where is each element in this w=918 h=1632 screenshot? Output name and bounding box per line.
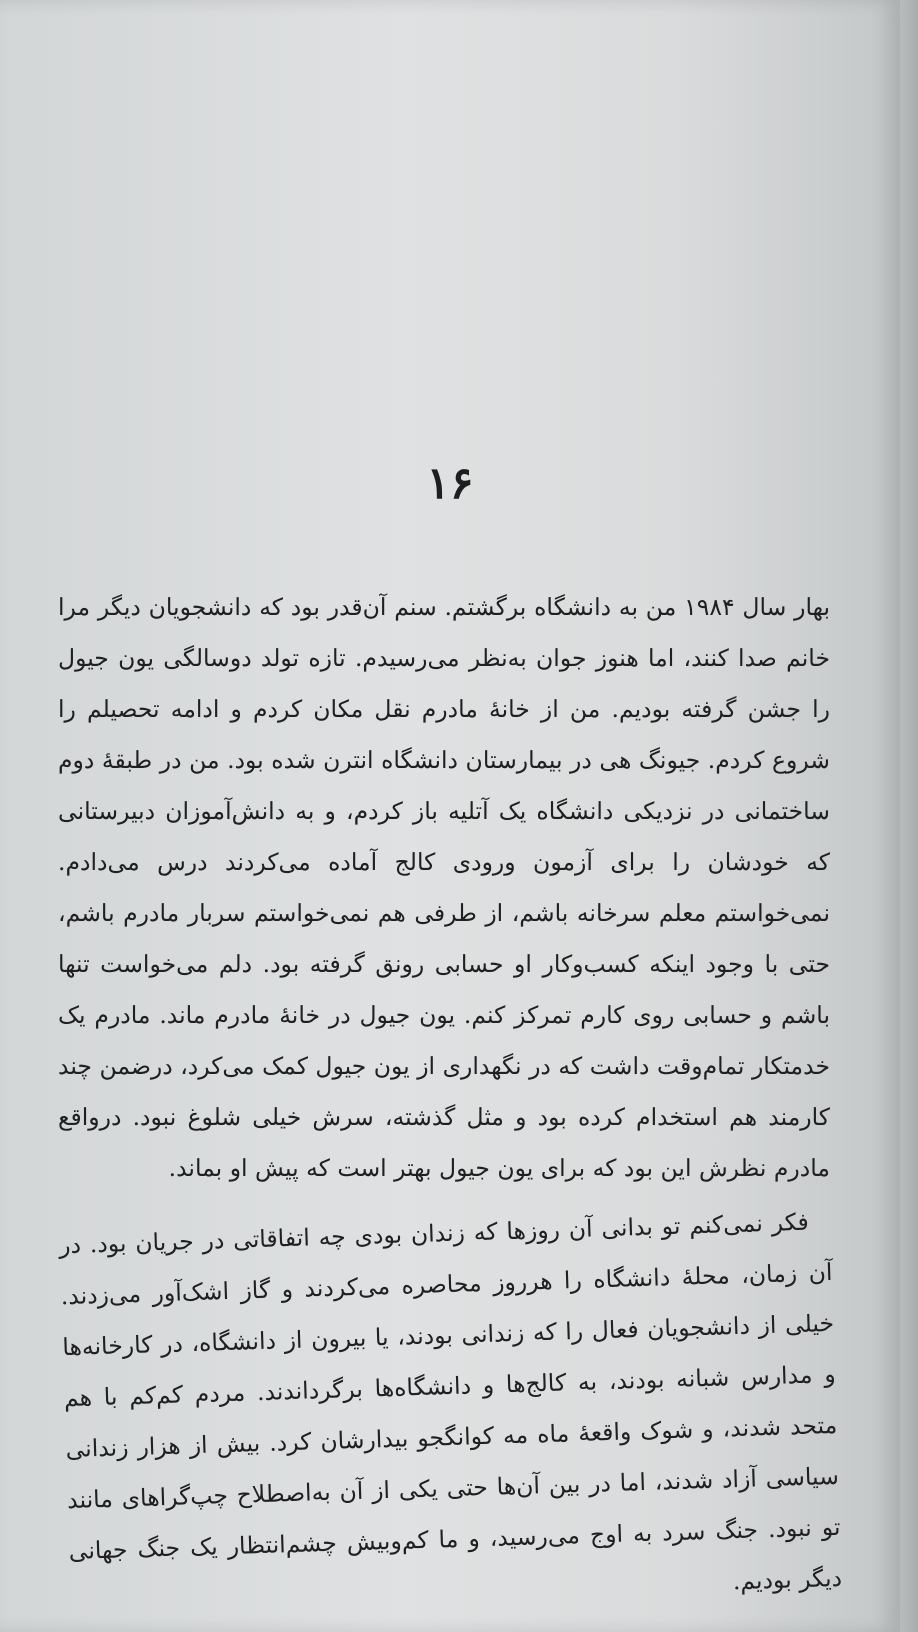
body-text: [58, 582, 843, 1604]
paragraph: فکر نمی‌کنم تو بدانی آن روزها که زندان بودی چه اتفاقاتی در جریان بود. در آن زمان، محلهٔ دانشگاه را هرروز محاصره می‌کردند و گاز اشک‌آور می‌زدند. خیلی از دانشجویان فعال را که زندانی بودند، یا بیرون از دانشگاه، در کارخانه‌ها و مدارس شبانه بودند، به کالج‌ها و دانشگاه‌ها برگرداندند. مردم کم‌کم با هم متحد شدند، و شوک واقعهٔ ماه مه کوانگجو بیدارشان کرد. بیش از هزار زندانی سیاسی آزاد شدند، اما در بین آن‌ها حتی یکی از آن به‌اصطلاح چپ‌گراهای مانند تو نبود. جنگ سرد به اوج می‌رسید، و ما کم‌وبیش چشم‌انتظار یک جنگ جهانی دیگر بودیم.: [58, 1207, 843, 1596]
paragraph: بهار سال ۱۹۸۴ من به دانشگاه برگشتم. سنم آن‌قدر بود که دانشجویان دیگر مرا خانم صدا کنند، اما هنوز جوان به‌نظر می‌رسیدم. تازه تولد دوسالگی یون جیول را جشن گرفته بودیم. من از خانهٔ مادرم نقل مکان کردم و ادامه تحصیلم را شروع کردم. جیونگ هی در بیمارستان دانشگاه انترن شده بود. من در طبقهٔ دوم ساختمانی در نزدیکی دانشگاه یک آتلیه باز کردم، و به دانش‌آموزان دبیرستانی که خودشان را برای آزمون ورودی کالج آماده می‌کردند درس می‌دادم. نمی‌خواستم معلم سرخانه باشم، از طرفی هم نمی‌خواستم سربار مادرم باشم، حتی با وجود اینکه کسب‌وکار او حسابی رونق گرفته بود. دلم می‌خواست تنها باشم و حسابی روی کارم تمرکز کنم. یون جیول در خانهٔ مادرم ماند. مادرم یک خدمتکار تمام‌وقت داشت که در نگهداری از یون جیول کمک می‌کرد، درضمن چند کارمند هم استخدام کرده بود و مثل گذشته، سرش خیلی شلوغ نبود. درواقع مادرم نظرش این بود که برای یون جیول بهتر است که پیش او بماند.: [58, 593, 831, 1182]
chapter-number: ۱۶: [426, 458, 474, 509]
book-edge: [900, 0, 918, 1632]
